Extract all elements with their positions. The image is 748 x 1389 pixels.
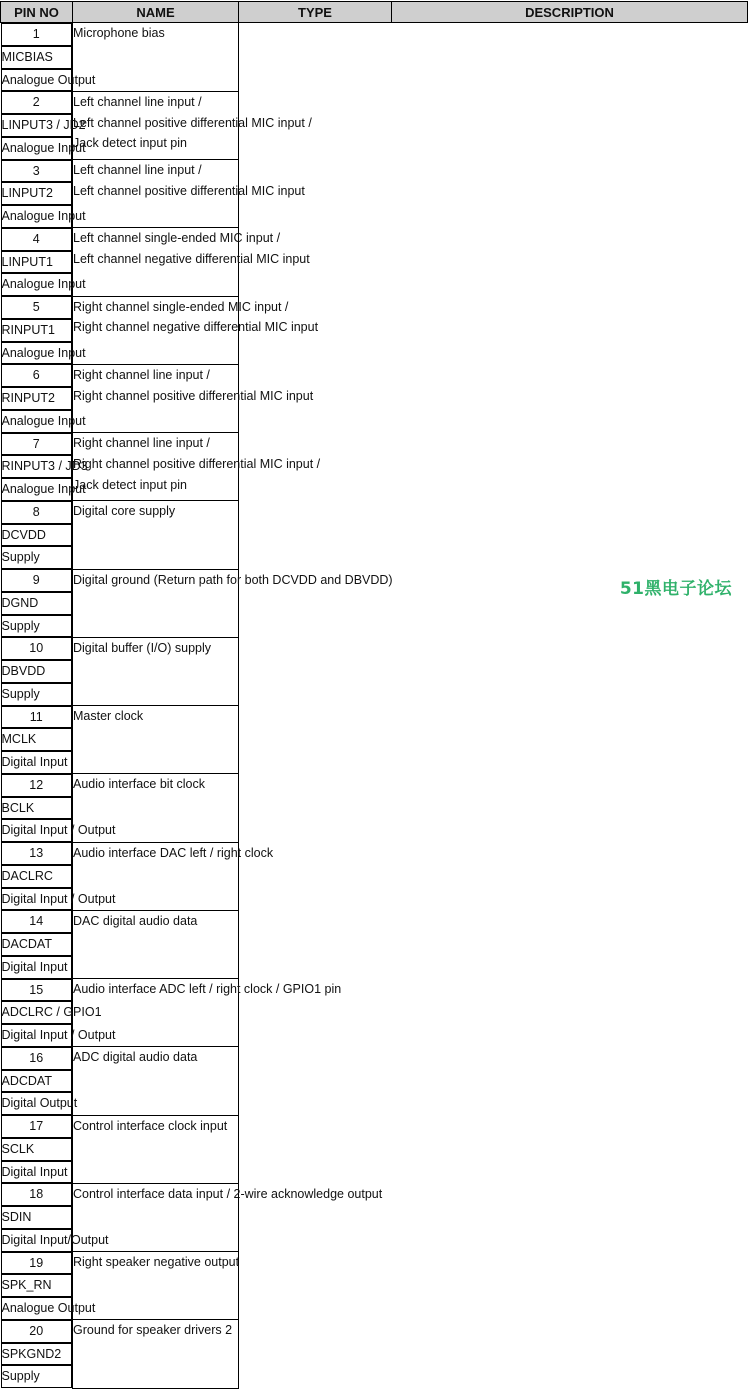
pin-number-cell: 5 (1, 296, 73, 319)
pin-type-cell: Digital Input / Output (1, 819, 73, 842)
pin-description-cell (73, 1252, 239, 1320)
pin-type-cell: Supply (1, 546, 73, 569)
pin-description-cell (73, 91, 312, 159)
pin-description-table (0, 1, 748, 1389)
pin-number-cell: 13 (1, 842, 73, 865)
pin-name-cell: LINPUT2 (1, 182, 73, 205)
description-line: Jack detect input pin (73, 136, 187, 151)
description-line: Right channel positive differential MIC input / (73, 456, 321, 471)
pin-name-cell: SPK_RN (1, 1274, 73, 1297)
pin-name-cell: ADCDAT (1, 1070, 73, 1093)
pin-number-cell: 20 (1, 1320, 73, 1343)
pin-name-cell: LINPUT1 (1, 251, 73, 274)
pin-name-cell: RINPUT2 (1, 387, 73, 410)
pin-name-cell: DGND (1, 592, 73, 615)
table-row (1, 1047, 748, 1115)
pin-name-cell: ADCLRC / GPIO1 (1, 1001, 73, 1024)
description-line: ADC digital audio data (73, 1050, 198, 1065)
table-row (1, 228, 748, 296)
pin-description-cell (73, 569, 393, 637)
description-line: Jack detect input pin (73, 477, 187, 492)
pin-description-cell (73, 706, 239, 774)
pin-type-cell: Analogue Input (1, 273, 73, 296)
pin-description-cell (73, 910, 239, 978)
table-body (1, 23, 748, 1389)
pin-name-cell: SCLK (1, 1138, 73, 1161)
pin-type-cell: Analogue Output (1, 1297, 73, 1320)
description-line: Audio interface DAC left / right clock (73, 845, 274, 860)
pin-name-cell: SPKGND2 (1, 1343, 73, 1366)
pin-number-cell: 6 (1, 364, 73, 387)
pin-number-cell: 12 (1, 774, 73, 797)
table-row (1, 706, 748, 774)
pin-description-cell (73, 1320, 239, 1388)
pin-type-cell: Digital Input (1, 1161, 73, 1184)
table-row (1, 23, 748, 92)
description-line: Right speaker negative output (73, 1255, 240, 1269)
description-line: Right channel line input / (73, 367, 210, 382)
description-line: Left channel line input / (73, 94, 202, 109)
table-row (1, 842, 748, 910)
header-description: DESCRIPTION (392, 2, 748, 23)
pin-number-cell: 1 (1, 23, 73, 46)
table-row (1, 364, 748, 432)
pin-type-cell: Analogue Input (1, 205, 73, 228)
description-line: Audio interface ADC left / right clock / GPIO1 pin (73, 982, 342, 996)
header-type: TYPE (239, 2, 392, 23)
header-row (1, 2, 748, 23)
table-row (1, 501, 748, 569)
pin-number-cell: 16 (1, 1047, 73, 1070)
pin-number-cell: 14 (1, 910, 73, 933)
pin-name-cell: RINPUT3 / JD3 (1, 455, 73, 478)
table-row (1, 1183, 748, 1251)
table-row (1, 1252, 748, 1320)
table-row (1, 637, 748, 705)
pin-type-cell: Digital Input (1, 751, 73, 774)
pin-name-cell: DACDAT (1, 933, 73, 956)
pin-number-cell: 2 (1, 91, 73, 114)
pin-name-cell: BCLK (1, 797, 73, 820)
pin-type-cell: Analogue Input (1, 342, 73, 365)
pin-description-cell (73, 1047, 239, 1115)
description-line: Digital buffer (I/O) supply (73, 640, 212, 655)
description-line: Master clock (73, 709, 144, 723)
pin-type-cell: Supply (1, 1365, 73, 1388)
table-row (1, 1320, 748, 1388)
pin-type-cell: Digital Output (1, 1092, 73, 1115)
table-row (1, 160, 748, 228)
pin-type-cell: Digital Input (1, 956, 73, 979)
pin-number-cell: 4 (1, 228, 73, 251)
site-watermark: 51黑电子论坛 (619, 579, 732, 599)
table-row (1, 979, 748, 1047)
pin-number-cell: 9 (1, 569, 73, 592)
pin-name-cell: LINPUT3 / JD2 (1, 114, 73, 137)
pin-type-cell: Supply (1, 615, 73, 638)
pin-number-cell: 18 (1, 1183, 73, 1206)
description-line: Digital ground (Return path for both DCVDD and DBVDD) (73, 572, 393, 587)
pin-type-cell: Analogue Input (1, 478, 73, 501)
description-line: Left channel single-ended MIC input / (73, 231, 281, 246)
pin-type-cell: Analogue Input (1, 410, 73, 433)
table-row (1, 910, 748, 978)
description-line: Left channel line input / (73, 163, 202, 177)
pin-type-cell: Analogue Output (1, 69, 73, 92)
description-line: Right channel positive differential MIC input (73, 388, 314, 403)
description-line: Audio interface bit clock (73, 777, 206, 792)
pin-name-cell: DCVDD (1, 524, 73, 547)
pin-name-cell: DBVDD (1, 660, 73, 683)
pin-number-cell: 11 (1, 706, 73, 729)
table-row (1, 91, 748, 159)
header-pin-no: PIN NO (1, 2, 73, 23)
pin-number-cell: 15 (1, 979, 73, 1002)
pin-description-cell (73, 364, 314, 432)
table-row (1, 774, 748, 842)
pin-type-cell: Digital Input / Output (1, 888, 73, 911)
pin-name-cell: RINPUT1 (1, 319, 73, 342)
pin-name-cell: MICBIAS (1, 46, 73, 69)
description-line: Digital core supply (73, 504, 176, 519)
description-line: Control interface data input / 2-wire acknowledge output (73, 1186, 383, 1201)
description-line: Ground for speaker drivers 2 (73, 1323, 233, 1338)
pin-name-cell: MCLK (1, 728, 73, 751)
description-line: DAC digital audio data (73, 913, 198, 928)
pin-number-cell: 19 (1, 1252, 73, 1275)
pin-type-cell: Digital Input / Output (1, 1024, 73, 1047)
pin-type-cell: Digital Input/Output (1, 1229, 73, 1252)
description-line: Left channel positive differential MIC input / (73, 115, 312, 130)
pin-description-cell (73, 433, 321, 501)
pin-name-cell: SDIN (1, 1206, 73, 1229)
pin-description-cell (73, 501, 239, 569)
description-line: Right channel single-ended MIC input / (73, 299, 289, 314)
pin-description-cell (73, 160, 305, 228)
table-header (1, 2, 748, 23)
pin-description-cell (73, 296, 319, 364)
description-line: Left channel positive differential MIC input (73, 183, 305, 198)
table-row (1, 1115, 748, 1183)
pin-number-cell: 8 (1, 501, 73, 524)
pin-description-cell (73, 228, 310, 296)
pin-type-cell: Analogue Input (1, 137, 73, 160)
description-line: Right channel line input / (73, 436, 210, 450)
description-line: Control interface clock input (73, 1118, 228, 1133)
pin-description-cell (73, 637, 239, 705)
pin-number-cell: 3 (1, 160, 73, 183)
description-line: Microphone bias (73, 26, 165, 40)
pin-number-cell: 10 (1, 637, 73, 660)
description-line: Left channel negative differential MIC input (73, 252, 310, 266)
pin-number-cell: 7 (1, 433, 73, 456)
pin-type-cell: Supply (1, 683, 73, 706)
table-row (1, 296, 748, 364)
pin-description-cell (73, 1115, 239, 1183)
pin-description-cell (73, 23, 239, 92)
pin-number-cell: 17 (1, 1115, 73, 1138)
header-name: NAME (73, 2, 239, 23)
table-row (1, 433, 748, 501)
description-line: Right channel negative differential MIC input (73, 320, 319, 335)
pin-name-cell: DACLRC (1, 865, 73, 888)
